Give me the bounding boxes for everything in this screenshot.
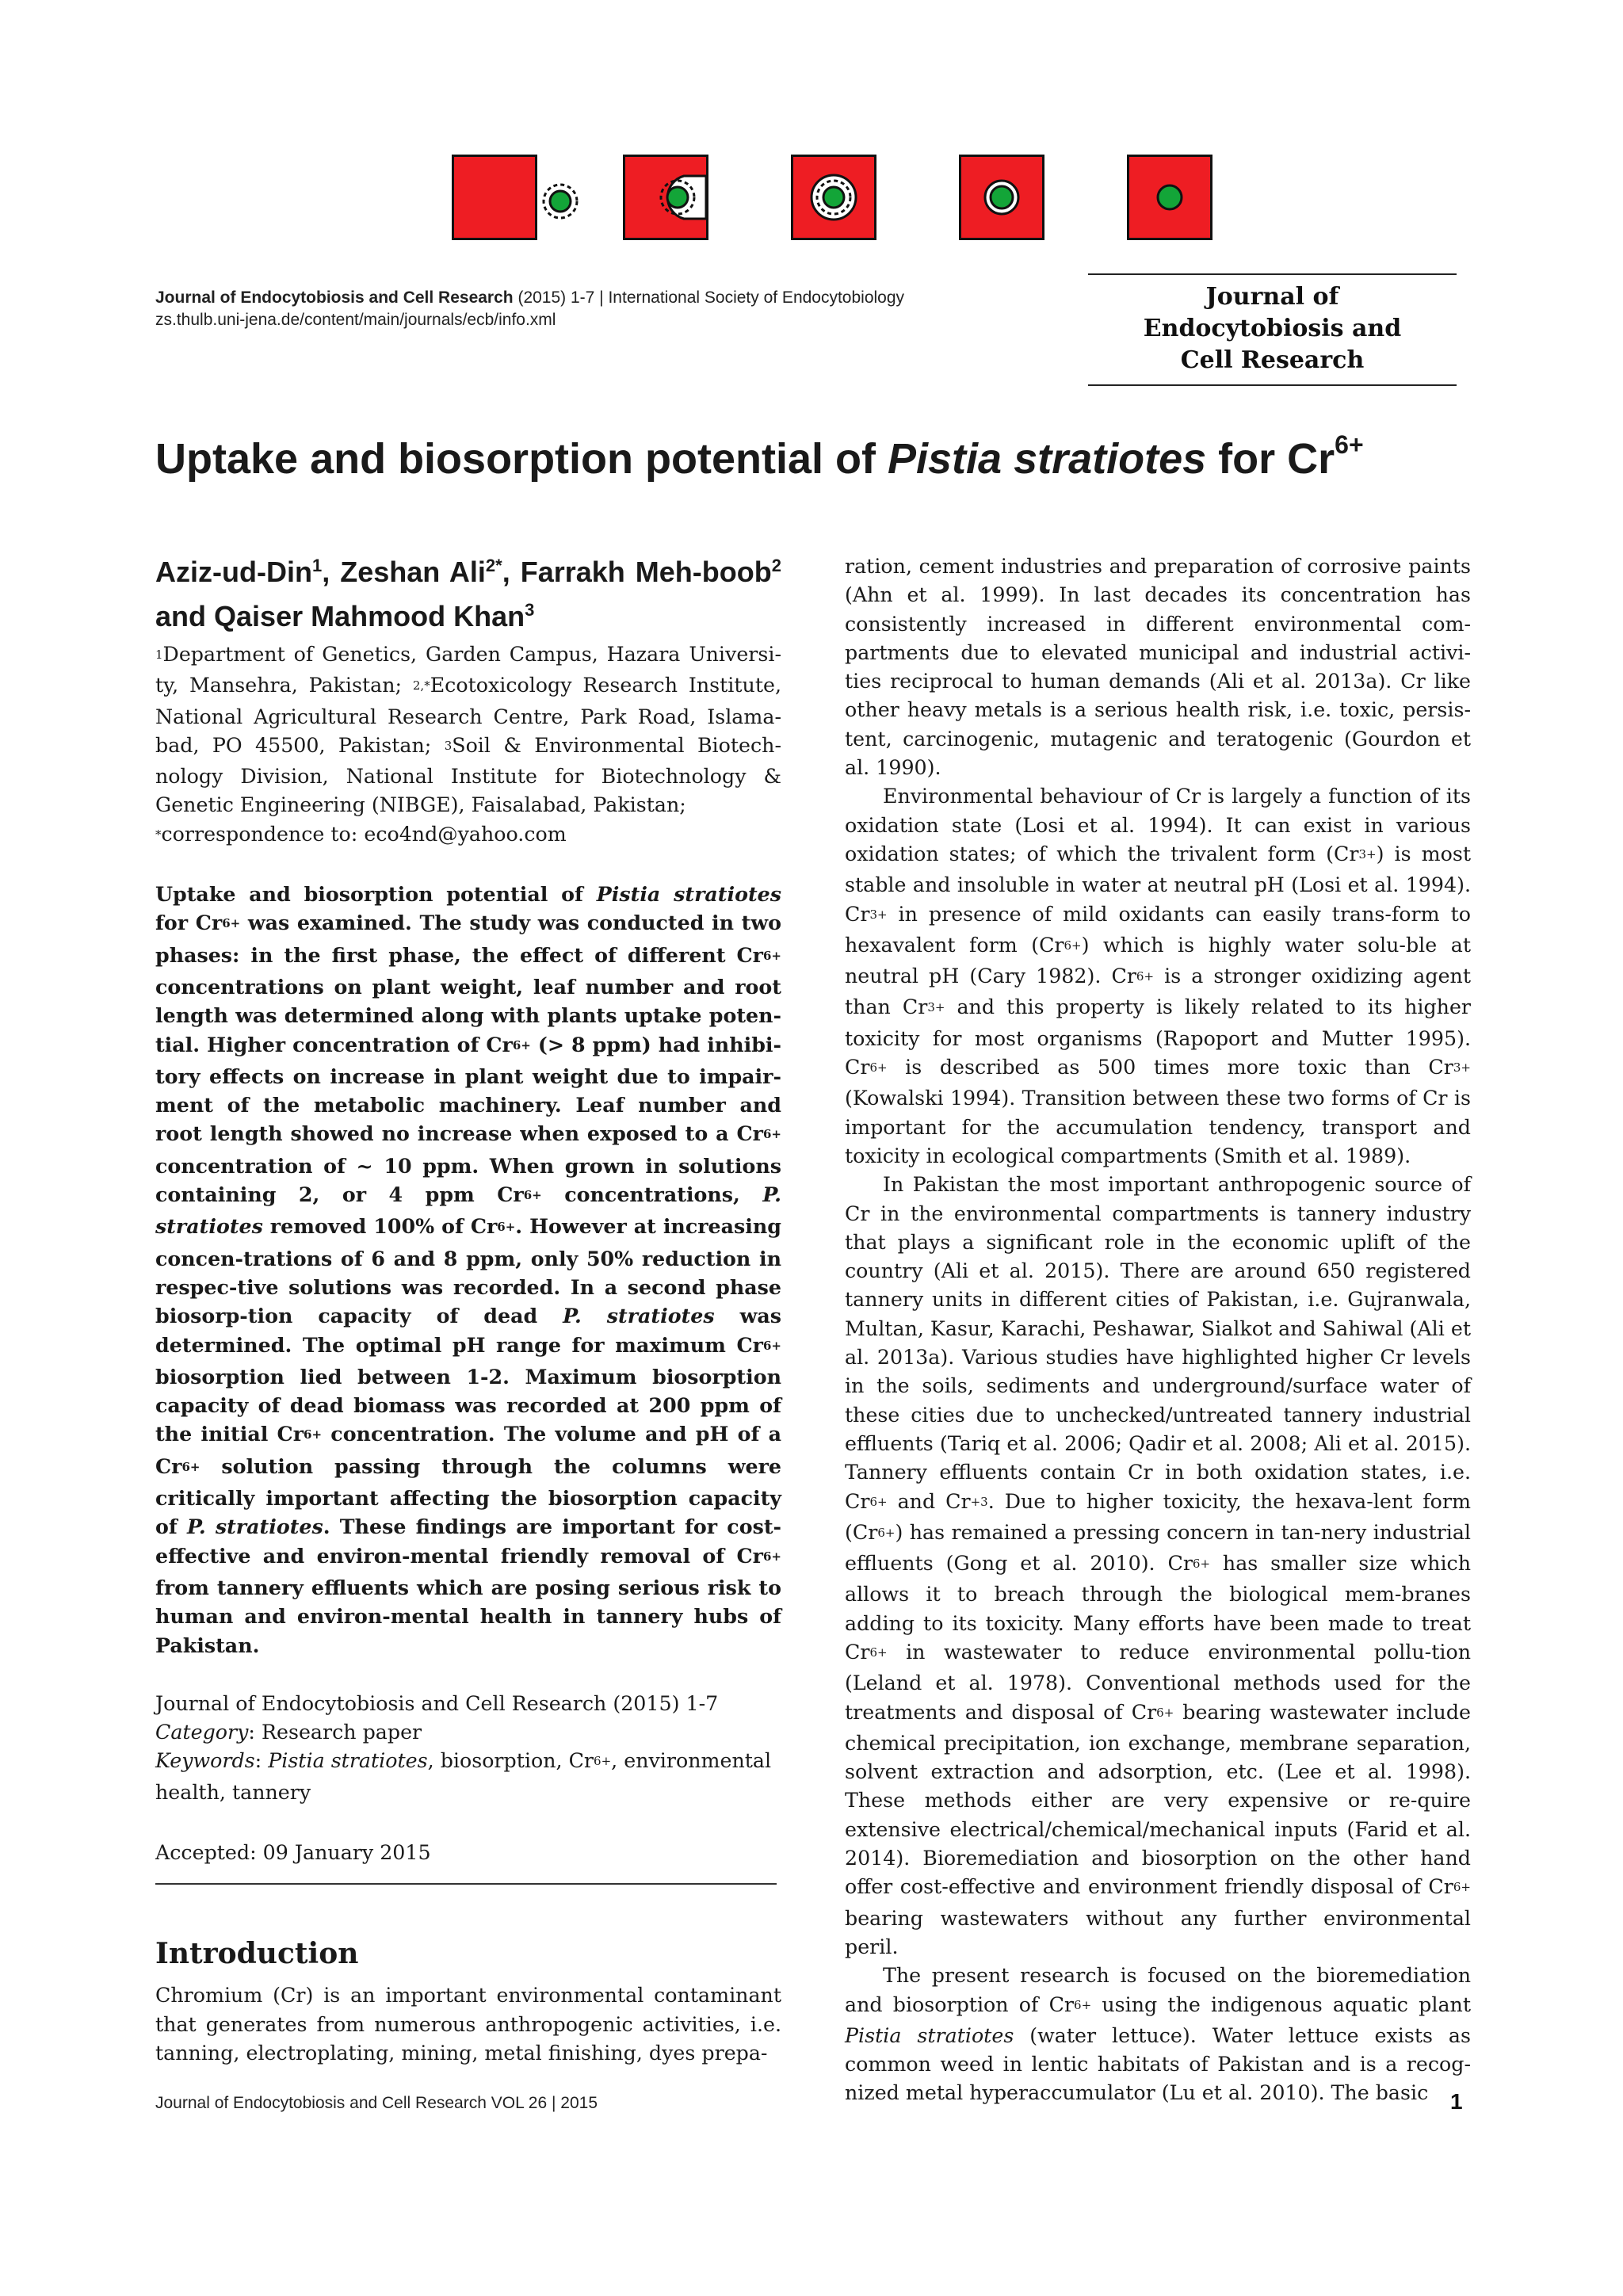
abstract-sup: 6+ xyxy=(762,1549,781,1564)
abstract-text: was determined. The optimal pH range for maximum Cr xyxy=(155,1304,781,1357)
paragraph-text: and Cr xyxy=(887,1489,971,1513)
paragraph-text: is described as 500 times more toxic than Cr xyxy=(887,1056,1453,1079)
abstract-species: P. stratiotes xyxy=(187,1515,323,1539)
paragraph-sup: 3+ xyxy=(869,907,888,922)
paragraph-sup: 6+ xyxy=(1192,1557,1211,1572)
left-column xyxy=(155,547,781,2068)
abstract-species: Pistia stratiotes xyxy=(596,882,781,907)
paragraph-text: in presence of mild oxidants can easily trans-form to hexavalent form (Cr xyxy=(845,902,1471,957)
paragraph-text: ) has remained a pressing concern in tan-nery industrial effluents (Gong et al. 2010). Cr xyxy=(845,1520,1471,1576)
paragraph-sup: 6+ xyxy=(869,1645,888,1660)
author-list: Aziz-ud-Din$^1$, Zeshan Ali$^{2*}$, Farrakh Meh-boob$^2$ and Qaiser Mahmood Khan$^3$ xyxy=(155,556,781,632)
author-and: and xyxy=(155,600,207,632)
keywords-mid: , biosorption, Cr xyxy=(427,1749,594,1773)
abstract-text: (> 8 ppm) had inhibi-tory effects on increase in plant weight due to impair-ment of the metabolic machinery. Leaf number and root length showed no increase when exposed to a Cr xyxy=(155,1032,781,1146)
paragraph-text: (Kowalski 1994). Transition between these two forms of Cr is important for the accumulation tendency, transport and toxicity in ecological compartments (Smith et al. 1989). xyxy=(845,1087,1471,1167)
journal-title-box xyxy=(1088,273,1457,386)
abstract-text: for Cr xyxy=(155,911,223,935)
abstract-text: . These findings are important for cost-effective and environ-mental friendly removal of Cr xyxy=(155,1515,782,1568)
article-meta xyxy=(155,1690,781,1807)
abstract-text: concentration of ~ 10 ppm. When grown in solutions containing 2, or 4 ppm Cr xyxy=(155,1153,781,1207)
abstract-species: P. stratiotes xyxy=(155,1182,781,1239)
journal-citation-line xyxy=(155,287,904,309)
affiliation-3-sup: 3 xyxy=(444,738,453,753)
abstract-text: from tannery effluents which are posing serious risk to human and environ-mental health in tannery hubs of Pakistan. xyxy=(155,1575,781,1657)
logo-square-2 xyxy=(623,155,708,240)
abstract-text: was examined. The study was conducted in two phases: in the first phase, the effect of different Cr xyxy=(155,911,781,967)
abstract-text: solution passing through the columns were critically important affecting the biosorption capacity of xyxy=(155,1454,781,1539)
paragraph-text: The present research is focused on the bioremediation and biosorption of Cr xyxy=(845,1964,1471,2016)
paragraph-text: . Due to higher toxicity, the hexava-lent form (Cr xyxy=(845,1489,1471,1544)
keywords-species: Pistia stratiotes xyxy=(268,1749,428,1773)
author-1: Aziz-ud-Din xyxy=(155,556,312,588)
accepted-date: Accepted: 09 January 2015 xyxy=(155,1840,431,1864)
bottom-rule xyxy=(1088,384,1457,386)
paragraph-text: bearing wastewater include chemical precipitation, ion exchange, membrane separation, solvent extraction and adsorption, etc. (Lee et al. 1998). These methods either are very expensive or re-quire extensive electrical/chemical/mechanical inputs (Farid et al. 2014). Bioremediation and biosorption on the other hand offer cost-effective and environment friendly disposal of Cr xyxy=(845,1700,1472,1899)
footer-journal-info: Journal of Endocytobiosis and Cell Research VOL 26 | 2015 xyxy=(155,2094,598,2112)
affiliation-1-sup: 1 xyxy=(155,648,163,662)
logo-square-4 xyxy=(959,155,1044,240)
affiliation-3: Soil & Environmental Biotech-nology Division, National Institute for Biotechnology & Genetic Engineering (NIBGE), Faisalabad, Pakistan; xyxy=(155,733,781,817)
introduction-paragraph-1: Chromium (Cr) is an important environmental contaminant that generates from numerous anthropogenic activities, i.e. tanning, electroplating, mining, metal finishing, dyes prepa- xyxy=(155,1984,781,2065)
author-2: Zeshan Ali xyxy=(340,556,486,588)
abstract-text: Uptake and biosorption potential of xyxy=(155,882,597,907)
abstract-sup: 6+ xyxy=(512,1037,531,1052)
paragraph-sup: 6+ xyxy=(877,1525,896,1540)
title-suffix: for Cr xyxy=(1206,435,1335,483)
paragraph-text: is a stronger oxidizing agent than Cr xyxy=(845,965,1472,1019)
affiliation-2-sup: 2,* xyxy=(412,678,430,693)
title-prefix: Uptake and biosorption potential of xyxy=(155,435,888,483)
author-1-sup: 1 xyxy=(311,556,323,575)
author-3: Farrakh Meh-boob xyxy=(520,556,772,588)
abstract-sup: 6+ xyxy=(497,1220,516,1235)
affiliation-1: Department of Genetics, Garden Campus, Hazara Universi-ty, Mansehra, Pakistan; xyxy=(155,643,781,697)
paragraph-species: Pistia stratiotes xyxy=(845,2023,1014,2047)
abstract-species: P. stratiotes xyxy=(563,1304,715,1328)
paragraph-sup: 6+ xyxy=(869,1494,888,1509)
correspondence-sup: * xyxy=(155,827,162,842)
journal-box-line-3: Cell Research xyxy=(1180,346,1365,374)
logo-square-1 xyxy=(452,155,537,240)
paragraph-text: (water lettuce). Water lettuce exists as common weed in lentic habitats of Pakistan and is a recog-nized metal hyperaccumulator (Lu et al. 2010). The basic xyxy=(845,2023,1471,2105)
correspondence: correspondence to: eco4nd@yahoo.com xyxy=(161,822,567,846)
page-number: 1 xyxy=(1450,2089,1463,2114)
abstract-sup: 6+ xyxy=(762,1127,781,1142)
paragraph-sup: 6+ xyxy=(1453,1880,1471,1895)
abstract-text: concentration. The volume and pH of a Cr xyxy=(155,1422,782,1478)
introduction-heading: Introduction xyxy=(155,1937,359,1971)
keywords-label: Keywords xyxy=(155,1749,255,1773)
abstract-text: concentrations on plant weight, leaf number and root length was determined along with plants uptake poten-tial. Higher concentration of Cr xyxy=(155,974,781,1056)
paragraph-sup: +3 xyxy=(970,1494,988,1509)
title-superscript: 6+ xyxy=(1335,430,1364,459)
keywords: Keywords: Pistia stratiotes, biosorption, $Cr^{6+}$, environmental health, tannery xyxy=(155,1749,772,1804)
journal-issue-info: (2015) 1-7 | International Society of Endocytobiology xyxy=(517,288,905,307)
paper-title xyxy=(155,430,1364,483)
paragraph-sup: 3+ xyxy=(1453,1060,1471,1075)
paragraph-sup: 6+ xyxy=(1136,969,1155,984)
journal-box-name xyxy=(1088,275,1457,384)
journal-header xyxy=(155,287,904,331)
journal-box-line-2: Endocytobiosis and xyxy=(1143,315,1402,342)
paragraph-text: has smaller size which allows it to breach through the biological mem-branes adding to its toxicity. Many efforts have been made to treat Cr xyxy=(845,1552,1472,1664)
paragraph-text: ) which is highly water solu-ble at neutral pH (Cary 1982). Cr xyxy=(845,933,1471,988)
intro-paragraph-2 xyxy=(845,782,1471,1171)
abstract-sup: 6+ xyxy=(181,1459,200,1474)
abstract-sup: 6+ xyxy=(762,948,781,963)
paragraph-text: ) is most stable and insoluble in water at neutral pH (Losi et al. 1994). Cr xyxy=(845,842,1471,926)
affiliations xyxy=(155,640,781,851)
paragraph-sup: 6+ xyxy=(1156,1705,1174,1720)
affiliation-2: Ecotoxicology Research Institute, National Agricultural Research Centre, Park Road, Islama-bad, PO 45500, Pakistan; xyxy=(155,674,781,757)
author-4: Qaiser Mahmood Khan xyxy=(214,600,525,632)
author-4-sup: 3 xyxy=(525,600,535,620)
abstract xyxy=(155,880,781,1660)
paragraph-text: Environmental behaviour of Cr is largely a function of its oxidation state (Losi et al. 1994). It can exist in various oxidation states; of which the trivalent form (Cr xyxy=(845,785,1471,865)
keywords-sup: 6+ xyxy=(594,1754,612,1769)
abstract-sup: 6+ xyxy=(222,916,241,931)
paragraph-sup: 6+ xyxy=(1074,1997,1092,2012)
abstract-sup: 6+ xyxy=(523,1188,542,1203)
category xyxy=(155,1718,781,1747)
section-divider xyxy=(155,1883,777,1885)
intro-paragraph-1-cont: ration, cement industries and preparation of corrosive paints (Ahn et al. 1999). In last decades its concentration has consistently increased in different environmental com-partments due to elevated municipal and industrial activi-ties reciprocal to human demands (Ali et al. 2013a). Cr like other heavy metals is a serious health risk, i.e. toxic, persis-tent, carcinogenic, mutagenic and teratogenic (Gourdon et al. 1990). xyxy=(845,555,1471,780)
journal-box-line-1: Journal of xyxy=(1205,283,1339,311)
abstract-text: concentrations, xyxy=(541,1182,763,1207)
author-3-sup: 2 xyxy=(771,556,781,575)
abstract-text: removed 100% of Cr xyxy=(262,1214,498,1239)
abstract-text: . However at increasing concen-trations of 6 and 8 ppm, only 50% reduction in respec-tive solutions was recorded. In a second phase biosorp-tion capacity of dead xyxy=(155,1214,781,1328)
paragraph-text: and this property is likely related to its higher toxicity for most organisms (Rapoport and Mutter 1995). Cr xyxy=(845,995,1472,1079)
paragraph-sup: 6+ xyxy=(1064,938,1082,953)
category-label: Category xyxy=(155,1721,249,1744)
intro-paragraph-4 xyxy=(845,1962,1471,2107)
paragraph-sup: 3+ xyxy=(1358,846,1377,861)
logo-square-5 xyxy=(1127,155,1212,240)
abstract-sup: 6+ xyxy=(304,1427,323,1442)
journal-name: Journal of Endocytobiosis and Cell Research xyxy=(155,288,514,307)
title-species: Pistia stratiotes xyxy=(888,435,1207,483)
category-value: : Research paper xyxy=(248,1721,422,1744)
citation: Journal of Endocytobiosis and Cell Research (2015) 1-7 xyxy=(155,1691,719,1715)
paragraph-text: in wastewater to reduce environmental pollu-tion (Leland et al. 1978). Conventional methods used for the treatments and disposal of Cr xyxy=(845,1640,1471,1724)
intro-paragraph-3 xyxy=(845,1171,1471,1962)
abstract-sup: 6+ xyxy=(762,1338,781,1353)
right-column xyxy=(845,552,1471,2108)
author-2-sup: 2* xyxy=(485,556,502,575)
journal-url[interactable]: zs.thulb.uni-jena.de/content/main/journals/ecb/info.xml xyxy=(155,311,556,329)
keywords-rest: , environmental health, tannery xyxy=(155,1749,772,1804)
paragraph-sup: 3+ xyxy=(927,1000,945,1015)
logo-cell-1 xyxy=(540,181,580,221)
logo-square-3 xyxy=(791,155,876,240)
abstract-text: biosorption lied between 1-2. Maximum biosorption capacity of dead biomass was recorded at 200 ppm of the initial Cr xyxy=(155,1364,781,1446)
paragraph-text: bearing wastewaters without any further environmental peril. xyxy=(845,1906,1471,1958)
paragraph-text: using the indigenous aquatic plant xyxy=(1091,1992,1471,2016)
paragraph-text: In Pakistan the most important anthropogenic source of Cr in the environmental compartments is tannery industry that plays a significant role in the economic uplift of the country (Ali et al. 2015). There are around 650 registered tannery units in different cities of Pakistan, i.e. Gujranwala, Multan, Kasur, Karachi, Peshawar, Sialkot and Sahiwal (Ali et al. 2013a). Various studies have highlighted higher Cr levels in the soils, sediments and underground/surface water of these cities due to unchecked/untreated tannery industrial effluents (Tariq et al. 2006; Qadir et al. 2008; Ali et al. 2015). Tannery effluents contain Cr in both oxidation states, i.e. Cr xyxy=(845,1173,1471,1513)
paragraph-sup: 6+ xyxy=(869,1060,888,1075)
